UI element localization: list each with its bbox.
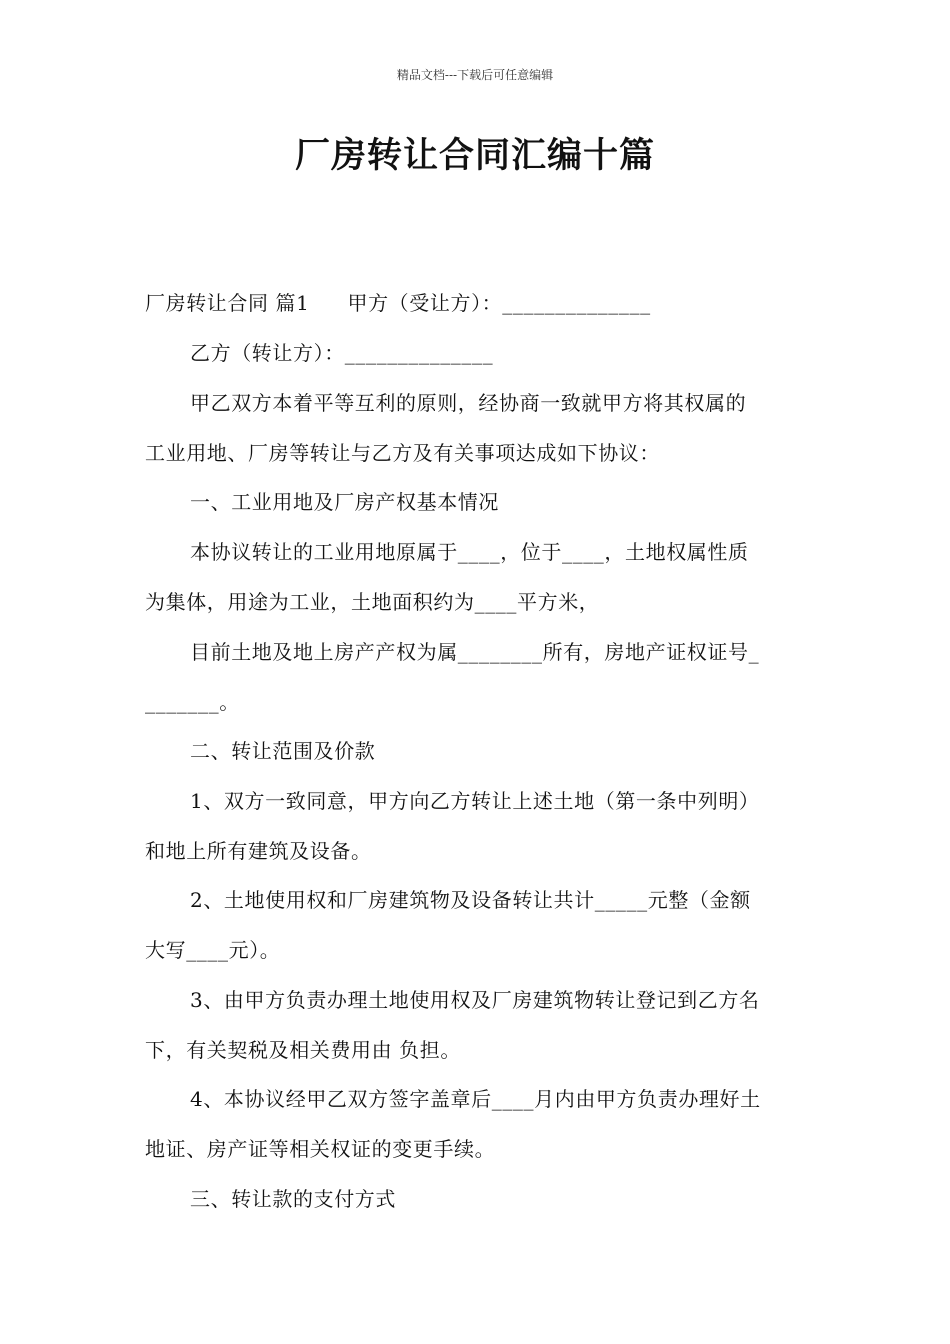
party-a-field: 甲方（受让方）：______________ bbox=[347, 291, 651, 315]
contract-heading-line bbox=[145, 287, 815, 316]
paragraph-line: 为集体，用途为工业，土地面积约为____平方米， bbox=[145, 590, 600, 614]
party-b-field: 乙方（转让方）：______________ bbox=[190, 341, 494, 365]
paragraph-line: 地证、房产证等相关权证的变更手续。 bbox=[145, 1137, 496, 1161]
section-heading: 三、转让款的支付方式 bbox=[190, 1187, 396, 1211]
paragraph-line: 3、由甲方负责办理土地使用权及厂房建筑物转让登记到乙方名 bbox=[190, 988, 760, 1012]
document-title: 厂房转让合同汇编十篇 bbox=[294, 136, 655, 176]
paragraph-line: 本协议转让的工业用地原属于____，位于____，土地权属性质 bbox=[190, 540, 749, 564]
paragraph-line: 甲乙双方本着平等互利的原则，经协商一致就甲方将其权属的 bbox=[190, 391, 747, 415]
paragraph-line: 目前土地及地上房产产权为属________所有，房地产证权证号_ bbox=[190, 640, 760, 664]
section-heading: 二、转让范围及价款 bbox=[190, 739, 376, 763]
page-header: 精品文档---下载后可任意编辑 bbox=[396, 68, 554, 82]
paragraph-line: 工业用地、厂房等转让与乙方及有关事项达成如下协议： bbox=[145, 441, 660, 465]
paragraph-line: 4、本协议经甲乙双方签字盖章后____月内由甲方负责办理好土 bbox=[190, 1087, 761, 1111]
paragraph-line: 大写____元）。 bbox=[145, 938, 281, 962]
section-heading: 一、工业用地及厂房产权基本情况 bbox=[190, 490, 499, 514]
paragraph-line: 2、土地使用权和厂房建筑物及设备转让共计_____元整（金额 bbox=[190, 888, 751, 912]
paragraph-line: 和地上所有建筑及设备。 bbox=[145, 839, 372, 863]
paragraph-line: 下，有关契税及相关费用由 负担。 bbox=[145, 1038, 461, 1062]
paragraph-line: 1、双方一致同意，甲方向乙方转让上述土地（第一条中列明） bbox=[190, 789, 760, 813]
paragraph-line: _______。 bbox=[145, 690, 240, 714]
contract-number: 厂房转让合同 篇1 bbox=[145, 291, 310, 315]
